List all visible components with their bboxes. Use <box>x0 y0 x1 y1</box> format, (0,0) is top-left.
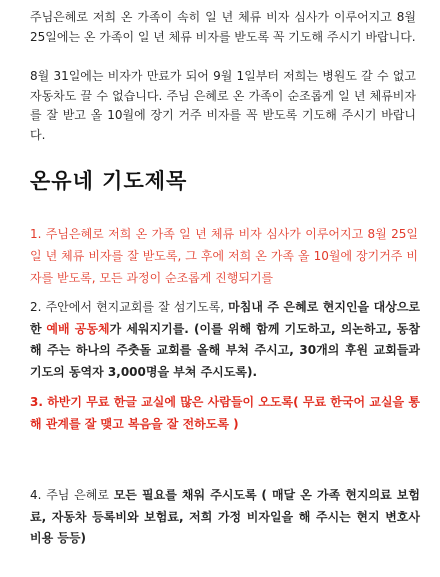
prayer-item-2 <box>30 297 420 383</box>
intro-paragraph-2: 8월 31일에는 비자가 만료가 되어 9월 1일부터 저희는 병원도 갈 수 없고 자동차도 끌 수 없습니다. 주님 은혜로 온 가족이 순조롭게 일 년 체류비자를 잘 받고 올 10월에 장기 거주 비자를 꼭 받도록 기도해 주시기 바랍니다. <box>30 69 416 142</box>
prayer-item-4-text-3: ( 매달 온 가족 현지의료 보험료, 자동차 등록비와 보험료, 저희 가정 비자일을 해 주시는 현지 변호사 비용 등등) <box>30 488 420 545</box>
prayer-item-2-text-3: 가 세워지기를. (이를 위해 함께 기도하고, 의논하고, 동참해 주는 하나의 주춧돌 교회를 올해 부쳐 주시고, 30개의 후원 교회들과 기도의 동역자 3,000명을 부쳐 주시도록). <box>30 321 420 379</box>
prayer-item-3-number: 3. <box>30 395 43 409</box>
prayer-topics-heading: 온유네 기도제목 <box>30 169 188 193</box>
intro-paragraph-1: 주님은혜로 저희 온 가족이 속히 일 년 체류 비자 심사가 이루어지고 8월 25일에는 온 가족이 일 년 체류 비자를 받도록 꼭 기도해 주시기 바랍니다. <box>30 10 416 44</box>
prayer-item-3 <box>30 392 420 435</box>
prayer-item-4-text-2: 모든 필요를 채워 주시도록 <box>113 488 257 502</box>
prayer-item-4-text-1: 4. 주님 은혜로 <box>30 488 109 502</box>
prayer-item-1: 1. 주님은혜로 저희 온 가족 일 년 체류 비자 심사가 이루어지고 8월 25일 일 년 체류 비자를 잘 받도록, 그 후에 저희 온 가족 올 10월에 장기거주 비자를 받도록, 모든 과정이 순조롭게 진행되기를 <box>30 227 418 285</box>
prayer-item-4 <box>30 485 420 550</box>
prayer-item-3-text: 하반기 무료 한글 교실에 많은 사람들이 오도록( 무료 한국어 교실을 통해 관계를 잘 맺고 복음을 잘 전하도록 ) <box>30 395 420 431</box>
prayer-item-2-text-2: 마침내 주 은혜로 현지인을 대상으로 한 <box>30 300 420 336</box>
prayer-item-2-highlight: 예배 공동체 <box>46 321 110 336</box>
prayer-item-2-number: 2. <box>30 300 42 314</box>
prayer-item-2-text-1: 주안에서 현지교회를 잘 섬기도록, <box>45 300 225 314</box>
